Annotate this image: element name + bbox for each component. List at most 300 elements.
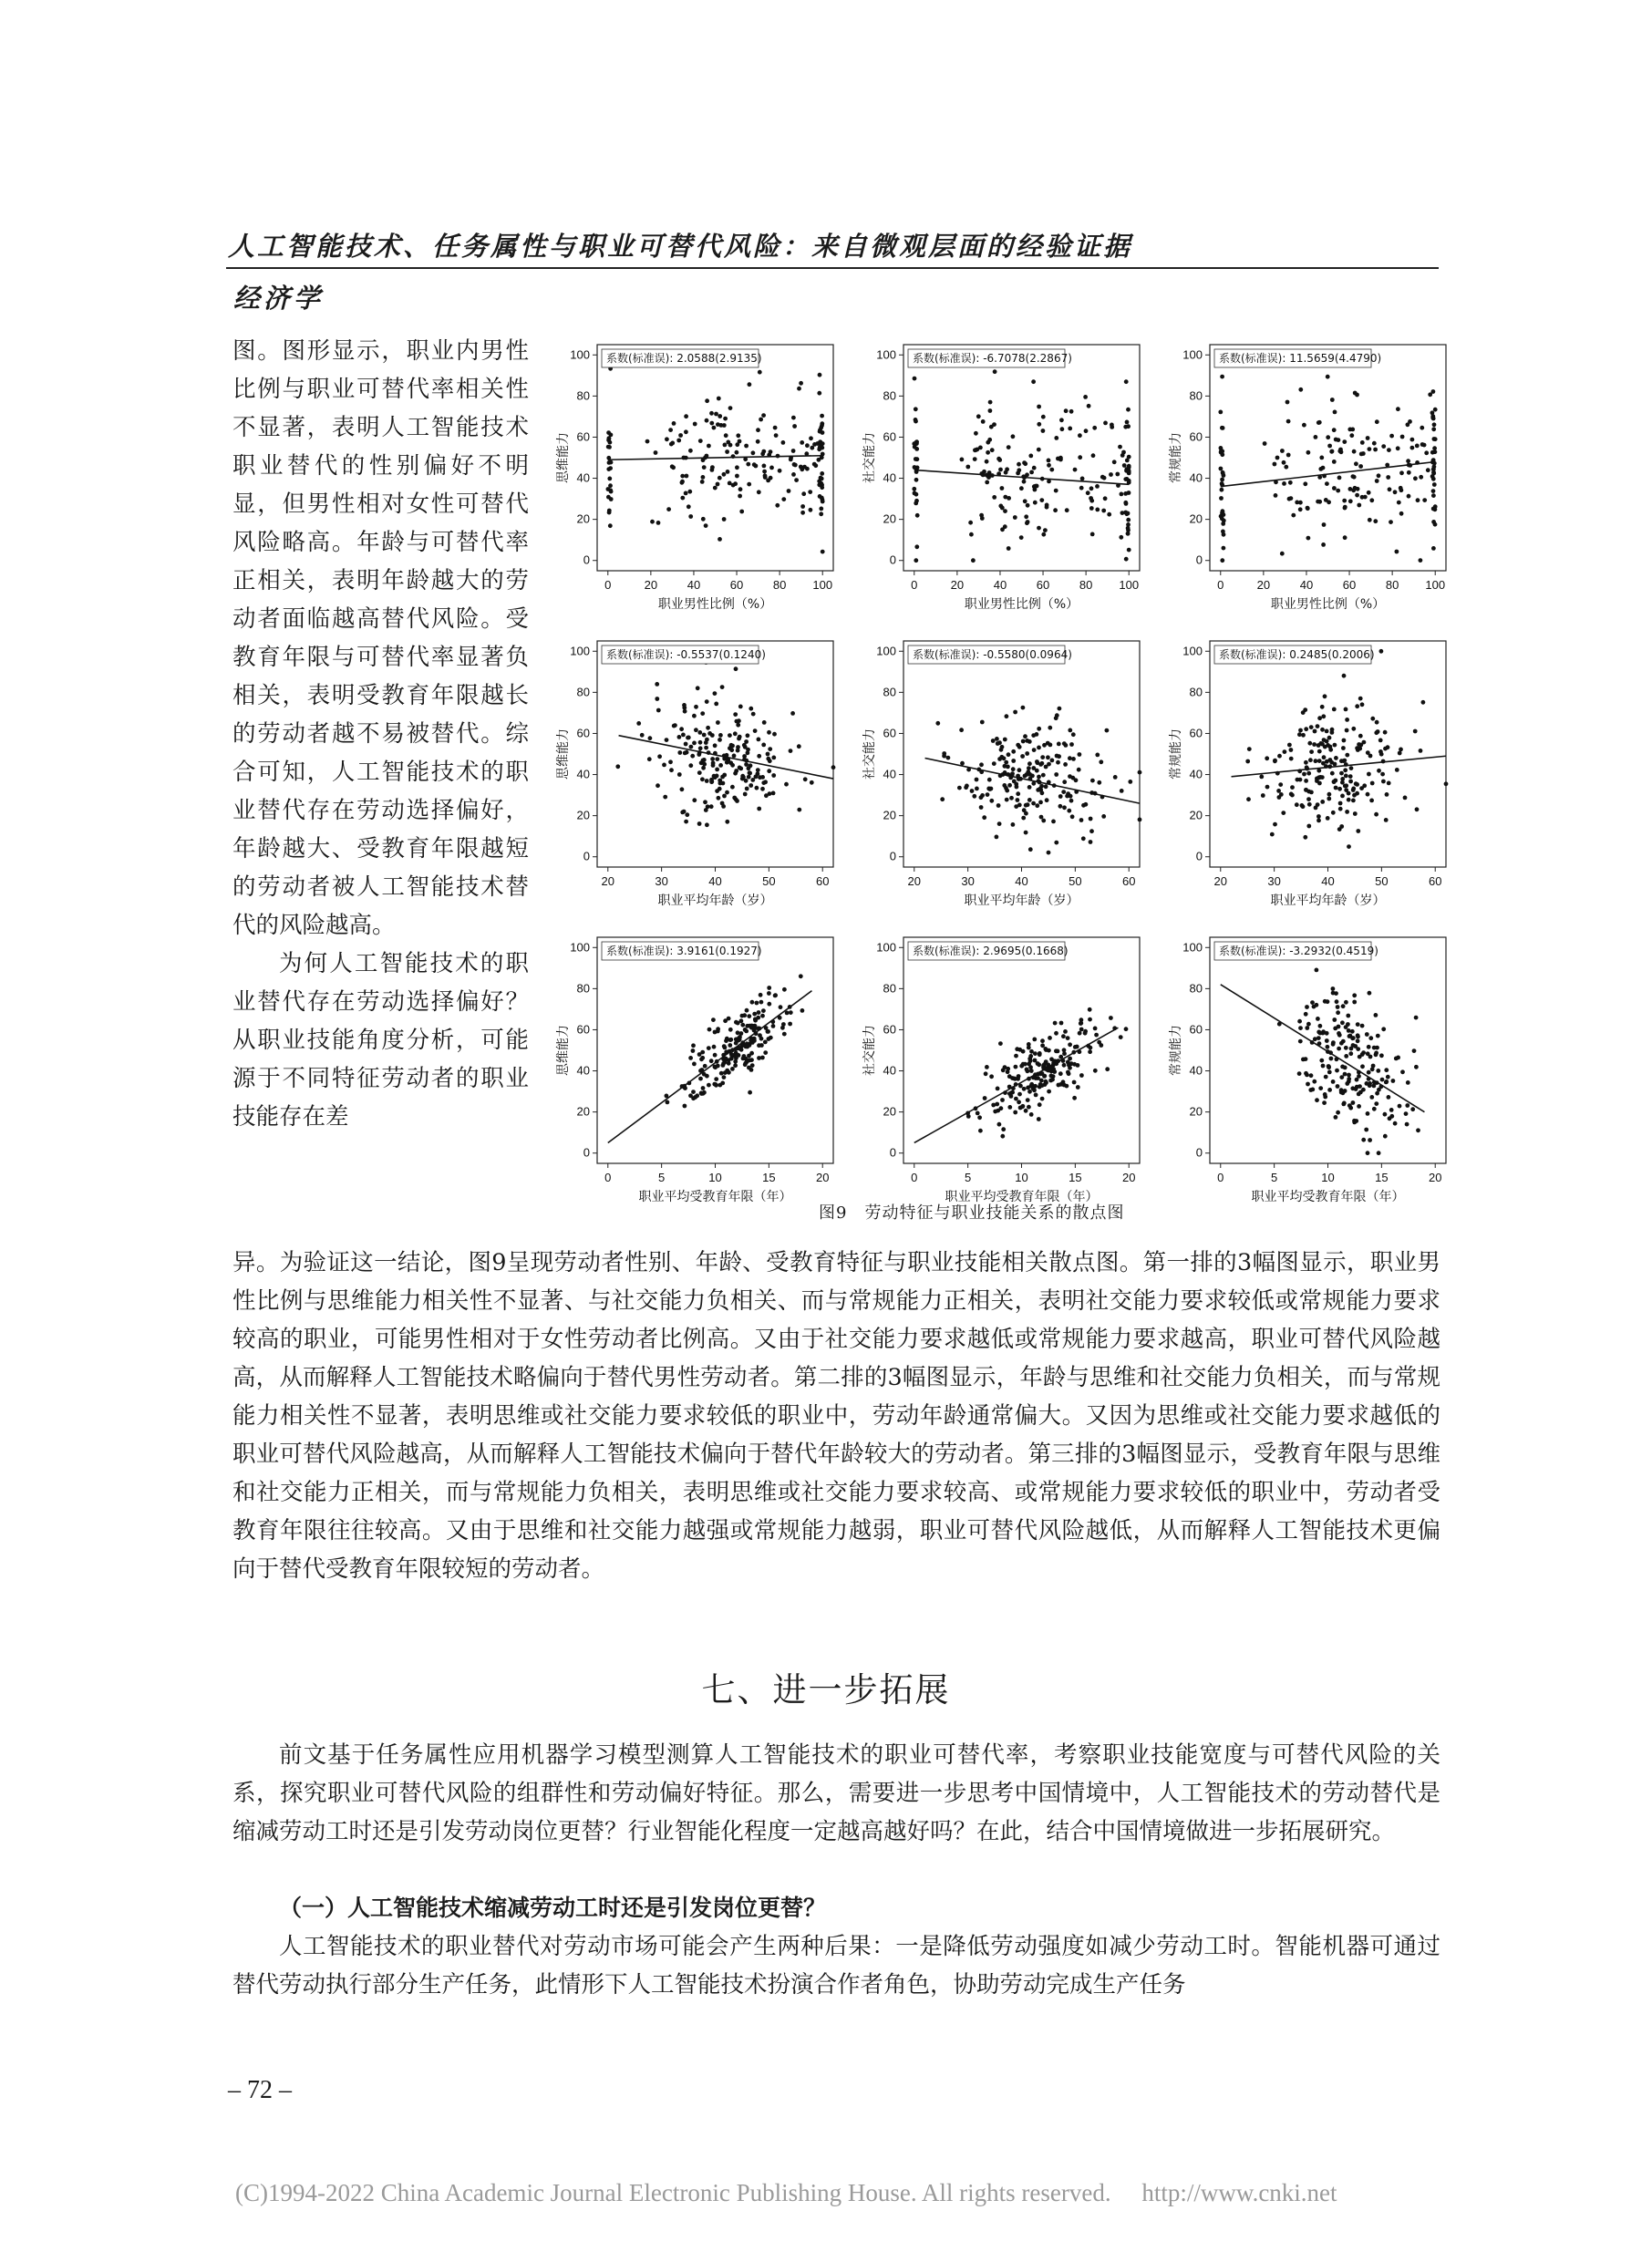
data-point [1291,513,1296,518]
data-point [1384,1079,1389,1084]
data-point [678,433,683,438]
x-axis-label: 职业男性比例（%） [964,597,1079,612]
y-axis-label: 思维能力 [556,728,571,780]
data-point [1278,782,1283,787]
data-point [997,757,1002,761]
data-point [1295,802,1299,807]
data-point [654,450,658,455]
data-point [1014,1097,1018,1101]
data-point [1340,780,1345,785]
data-point [1029,470,1034,475]
data-point [1318,1031,1323,1036]
data-point [760,775,765,780]
data-point [1431,417,1436,421]
data-point [691,1043,696,1048]
data-point [782,1032,787,1037]
data-point [1040,1083,1045,1088]
data-point [1399,511,1404,516]
data-point [1317,749,1322,754]
data-point [1318,1024,1323,1028]
data-point [1127,470,1131,474]
scatter-svg-3 [1158,332,1459,633]
data-point [982,815,986,820]
data-point [1381,1027,1386,1031]
data-point [978,446,983,450]
data-point [757,807,761,811]
data-point [1046,755,1050,759]
data-point [1333,743,1337,748]
data-point [1386,1075,1390,1079]
y-tick-label: 0 [583,849,590,863]
y-tick-label: 0 [1195,1145,1203,1160]
data-point [733,731,738,736]
data-point [1378,739,1383,743]
data-point [718,414,722,418]
data-point [957,786,962,790]
data-point [692,798,697,802]
data-point [1027,1046,1031,1050]
data-point [1041,429,1046,433]
data-point [754,775,759,780]
data-point [743,792,748,797]
y-tick-label: 60 [883,1022,896,1037]
data-point [706,726,710,730]
data-point [996,1087,1000,1091]
data-point [1334,438,1338,442]
data-point [1297,1071,1302,1076]
data-point [1327,736,1332,740]
data-point [1393,1121,1398,1126]
coefficient-label: 系数(标准误): 11.5659(4.4790) [1219,352,1382,365]
data-point [1431,489,1436,493]
data-point [1305,1005,1309,1009]
data-point [1298,387,1303,392]
data-point [1348,1051,1353,1056]
data-point [969,532,974,537]
data-point [1316,724,1320,728]
data-point [1410,446,1415,450]
data-point [701,1086,706,1090]
section-text-block [232,1736,1440,1851]
data-point [696,686,700,690]
data-point [1389,1114,1394,1119]
coefficient-label: 系数(标准误): -0.5537(0.1240) [606,648,766,661]
data-point [1127,455,1131,460]
data-point [975,787,979,791]
plot-frame [1210,641,1446,867]
data-point [760,787,765,791]
data-point [1273,759,1277,763]
data-point [704,740,708,745]
y-tick-label: 100 [1182,644,1203,658]
data-point [1373,519,1378,523]
data-point [1309,790,1314,795]
data-point [1097,780,1101,785]
data-point [1115,472,1120,477]
data-point [1305,1026,1309,1030]
data-point [1222,546,1226,551]
data-point [755,786,759,790]
data-point [800,504,805,509]
data-point [818,373,822,377]
data-point [1273,822,1277,827]
data-point [714,702,718,707]
data-point [1344,783,1348,788]
data-point [725,449,729,454]
data-point [766,752,770,757]
data-point [655,697,659,701]
data-point [1054,1031,1058,1036]
data-point [1325,1038,1329,1043]
data-point [1325,729,1329,734]
data-point [1356,1035,1360,1039]
data-point [650,520,655,524]
data-point [787,489,791,493]
data-point [1068,427,1072,431]
data-point [1073,1045,1078,1049]
x-tick-label: 10 [708,1171,722,1184]
data-point [965,465,970,470]
data-point [1043,528,1048,532]
data-point [1038,1102,1042,1107]
data-point [980,516,985,521]
data-point [1379,649,1384,654]
data-point [766,757,770,761]
data-point [1041,819,1046,823]
scatter-svg-4 [545,628,846,929]
data-point [1366,1151,1370,1155]
data-point [709,804,714,809]
data-point [1219,496,1224,501]
data-point [1360,702,1365,707]
data-point [1398,751,1402,756]
data-point [749,1051,754,1056]
data-point [738,1038,742,1042]
data-point [1037,405,1041,409]
data-point [1083,395,1088,399]
data-point [751,450,756,455]
data-point [773,426,778,430]
data-point [1322,1100,1327,1105]
data-point [1062,1048,1067,1052]
x-tick-label: 40 [1321,874,1335,888]
data-point [1298,728,1303,733]
data-point [1009,1094,1014,1099]
data-point [684,491,688,496]
data-point [1342,759,1347,763]
data-point [808,490,812,494]
data-point [991,1103,996,1108]
data-point [1298,507,1303,511]
data-point [987,778,992,782]
data-point [1060,427,1065,431]
data-point [740,777,745,781]
data-point [1282,481,1286,486]
data-point [1125,420,1130,425]
data-point [1309,1073,1314,1078]
data-point [794,478,799,482]
data-point [1310,1000,1315,1005]
y-tick-label: 40 [1189,767,1203,781]
data-point [738,705,743,709]
y-tick-label: 0 [1195,553,1203,567]
data-point [766,479,770,483]
figure-caption: 图9 劳动特征与职业技能关系的散点图 [819,1203,1125,1223]
data-point [1431,546,1436,551]
data-point [738,767,743,771]
data-point [1357,1104,1361,1109]
data-point [670,441,675,446]
data-point [976,414,981,418]
data-point [1368,991,1372,996]
data-point [1011,434,1016,439]
data-point [1419,749,1423,753]
data-point [1247,747,1252,751]
data-point [1407,470,1411,475]
data-point [1351,1036,1356,1040]
data-point [707,444,711,449]
x-tick-label: 80 [1079,578,1093,592]
data-point [1347,844,1351,849]
data-point [1387,1095,1391,1100]
data-point [820,471,824,476]
data-point [1092,426,1097,430]
data-point [1023,499,1027,503]
data-point [645,439,650,444]
data-point [1343,768,1347,772]
y-tick-label: 20 [576,511,590,526]
data-point [810,446,814,450]
data-point [979,762,984,767]
data-point [1127,491,1131,495]
data-point [1064,408,1069,413]
data-point [747,775,751,780]
data-point [914,558,918,563]
data-point [1072,1096,1077,1100]
x-tick-label: 60 [729,578,744,592]
data-point [701,475,706,480]
data-point [1011,749,1016,754]
data-point [1317,420,1322,425]
data-point [762,464,767,469]
data-point [1105,1067,1110,1071]
data-point [682,703,687,708]
data-point [914,544,919,549]
data-point [1120,789,1124,793]
y-tick-label: 80 [576,388,590,403]
data-point [735,442,739,447]
data-point [1321,466,1326,470]
data-point [1066,1070,1070,1075]
data-point [1016,791,1020,796]
data-point [1420,442,1425,447]
data-point [769,1036,773,1040]
data-point [1343,1072,1347,1077]
data-point [1306,1082,1310,1087]
data-point [800,467,804,471]
data-point [681,733,686,738]
x-tick-label: 0 [911,1171,918,1184]
data-point [1366,792,1370,797]
data-point [1037,422,1041,427]
data-point [1044,765,1048,769]
data-point [772,732,777,737]
data-point [1421,700,1426,705]
data-point [735,474,739,479]
data-point [1070,814,1075,819]
data-point [1058,458,1063,462]
data-point [1332,460,1337,464]
data-point [1346,1022,1350,1027]
data-point [991,739,996,743]
data-point [1315,1098,1319,1102]
data-point [762,470,767,474]
data-point [1078,1031,1082,1036]
data-point [762,720,767,725]
data-point [1308,758,1313,762]
data-point [1342,674,1347,678]
data-point [713,743,718,748]
data-point [1003,1065,1007,1069]
data-point [1033,501,1038,505]
data-point [1347,791,1351,796]
data-point [1304,760,1308,765]
data-point [1222,532,1226,537]
data-point [718,738,722,742]
data-point [753,1017,758,1022]
data-point [1338,807,1343,811]
data-point [747,1014,751,1018]
data-point [1331,1079,1336,1084]
data-point [748,771,752,776]
y-tick-label: 100 [1182,347,1203,362]
data-point [803,777,808,781]
data-point [914,419,918,424]
y-tick-label: 20 [1189,1104,1203,1119]
data-point [747,1066,751,1070]
data-point [1337,1025,1341,1029]
data-point [1000,1098,1005,1102]
data-point [1431,427,1436,431]
y-tick-label: 60 [576,429,590,444]
x-tick-label: 20 [644,578,658,592]
data-point [1028,847,1033,852]
data-point [711,761,716,766]
data-point [1040,755,1045,759]
figure-9-scatter-grid [545,332,1457,1225]
data-point [1012,780,1017,784]
data-point [820,414,824,418]
data-point [1322,522,1327,527]
data-point [1400,1069,1405,1074]
data-point [1306,536,1311,541]
y-tick-label: 100 [570,644,590,658]
data-point [1405,1103,1409,1108]
data-point [1072,1080,1077,1085]
y-tick-label: 80 [883,685,896,699]
data-point [1000,506,1005,511]
data-point [768,747,772,751]
data-point [990,448,995,452]
data-point [656,783,660,788]
data-point [733,712,738,717]
data-point [1083,1031,1088,1036]
data-point [668,428,673,432]
data-point [677,772,682,777]
data-point [1048,743,1053,748]
data-point [738,487,743,491]
data-point [914,447,919,451]
data-point [679,727,684,731]
data-point [1347,428,1352,432]
data-point [1101,814,1106,819]
data-point [757,754,761,759]
x-tick-label: 15 [1069,1171,1082,1184]
data-point [1071,732,1076,737]
x-tick-label: 40 [687,578,701,592]
section-heading: 七、进一步拓展 [701,1670,951,1709]
data-point [818,429,822,434]
data-point [1036,1076,1040,1080]
data-point [720,1081,725,1086]
data-point [1000,527,1005,532]
data-point [799,381,803,386]
data-point [1039,815,1044,820]
data-point [1099,759,1103,764]
data-point [705,822,709,827]
data-point [1040,1097,1045,1101]
data-point [687,736,691,740]
y-axis-label: 常规能力 [1169,728,1183,780]
data-point [761,413,766,418]
data-point [1320,800,1325,804]
data-point [817,479,821,483]
x-tick-label: 20 [1428,1171,1442,1184]
data-point [1331,1042,1336,1047]
data-point [1017,1092,1022,1097]
data-point [758,370,762,375]
data-point [700,777,705,781]
data-point [665,738,669,742]
data-point [1079,1021,1083,1026]
data-point [725,1037,729,1041]
data-point [1033,484,1038,489]
data-point [1088,1049,1092,1054]
data-point [1029,1112,1034,1117]
y-tick-label: 100 [876,644,896,658]
data-point [1420,426,1424,430]
data-point [1019,1064,1024,1069]
data-point [1344,1054,1348,1059]
data-point [1017,768,1022,772]
data-point [715,789,719,793]
data-point [819,511,823,516]
data-point [1022,480,1027,484]
data-point [714,1083,718,1088]
data-point [820,423,824,428]
data-point [1088,1017,1092,1022]
data-point [742,1013,747,1017]
data-point [1307,741,1312,746]
x-tick-label: 0 [911,578,918,592]
data-point [818,494,822,499]
data-point [1035,803,1039,808]
y-tick-label: 80 [1189,685,1203,699]
data-point [1089,486,1094,491]
data-point [1054,489,1058,493]
data-point [727,1017,731,1021]
data-point [1350,1029,1355,1034]
